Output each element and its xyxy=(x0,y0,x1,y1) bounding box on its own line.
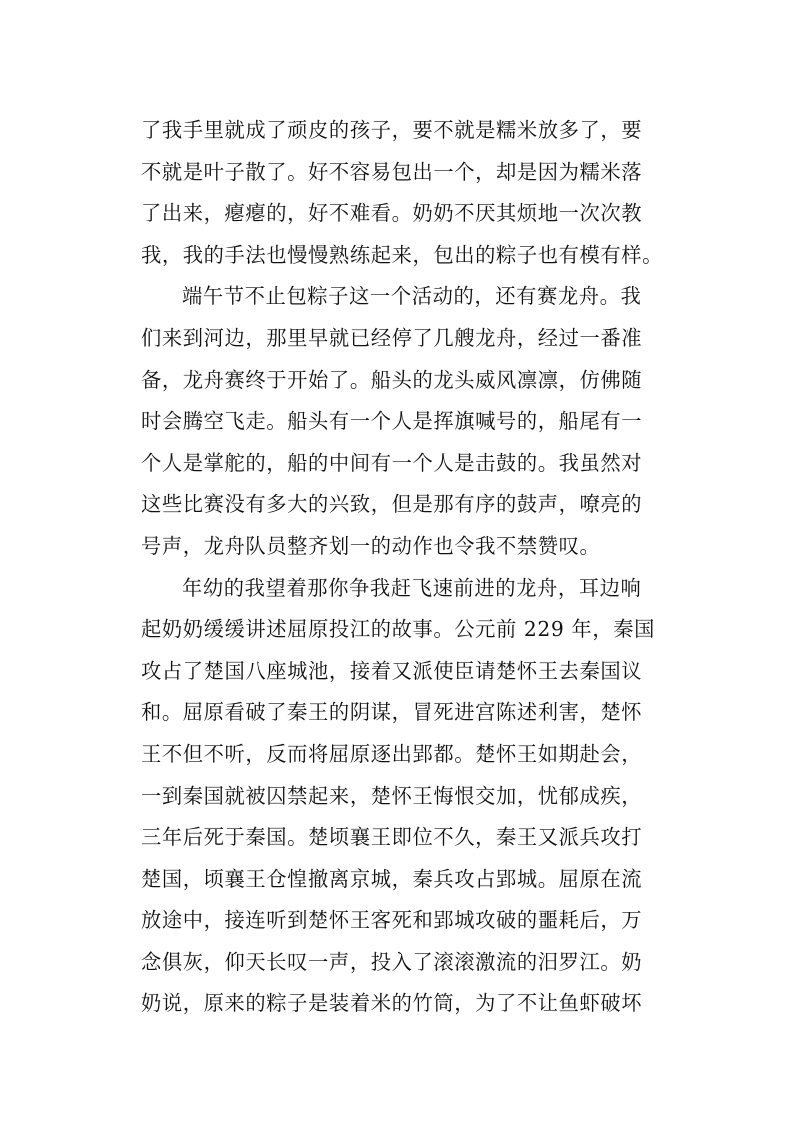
text-line: 时会腾空飞走。船头有一个人是挥旗喊号的，船尾有一 xyxy=(141,409,643,434)
text-line: 王不但不听，反而将屈原逐出郢都。楚怀王如期赴会， xyxy=(141,741,643,766)
text-line: 奶说，原来的粽子是装着米的竹筒，为了不让鱼虾破坏 xyxy=(141,991,643,1016)
text-line: 备，龙舟赛终于开始了。船头的龙头威风凛凛，仿佛随 xyxy=(141,367,643,392)
text-line: 号声，龙舟队员整齐划一的动作也令我不禁赞叹。 xyxy=(141,533,601,558)
paragraph-start-line: 端午节不止包粽子这一个活动的，还有赛龙舟。我 xyxy=(182,284,642,309)
essay-body xyxy=(141,110,681,1025)
text-line: 放途中，接连听到楚怀王客死和郢城攻破的噩耗后，万 xyxy=(141,908,643,933)
text-line: 念俱灰，仰天长叹一声，投入了滚滚激流的汨罗江。奶 xyxy=(141,949,643,974)
text-line: 们来到河边，那里早就已经停了几艘龙舟，经过一番准 xyxy=(141,325,643,350)
text-line: 不就是叶子散了。好不容易包出一个，却是因为糯米落 xyxy=(141,159,643,184)
text-line: 一到秦国就被囚禁起来，楚怀王悔恨交加，忧郁成疾， xyxy=(141,783,643,808)
text-line: 我，我的手法也慢慢熟练起来，包出的粽子也有模有样。 xyxy=(141,242,664,267)
text-line: 这些比赛没有多大的兴致，但是那有序的鼓声，嘹亮的 xyxy=(141,492,643,517)
text-line: 楚国，顷襄王仓惶撤离京城，秦兵攻占郢城。屈原在流 xyxy=(141,866,643,891)
text-line: 了出来，瘪瘪的，好不难看。奶奶不厌其烦地一次次教 xyxy=(141,201,643,226)
text-line: 和。屈原看破了秦王的阴谋，冒死进宫陈述利害，楚怀 xyxy=(141,700,643,725)
text-line: 了我手里就成了顽皮的孩子，要不就是糯米放多了，要 xyxy=(141,118,643,142)
text-line: 攻占了楚国八座城池，接着又派使臣请楚怀王去秦国议 xyxy=(141,658,643,683)
text-line: 起奶奶缓缓讲述屈原投江的故事。公元前 229 年，秦国 xyxy=(141,617,655,642)
text-line: 个人是掌舵的，船的中间有一个人是击鼓的。我虽然对 xyxy=(141,450,643,475)
text-line: 三年后死于秦国。楚顷襄王即位不久，秦王又派兵攻打 xyxy=(141,825,643,850)
paragraph-start-line: 年幼的我望着那你争我赶飞速前进的龙舟，耳边响 xyxy=(182,575,642,600)
